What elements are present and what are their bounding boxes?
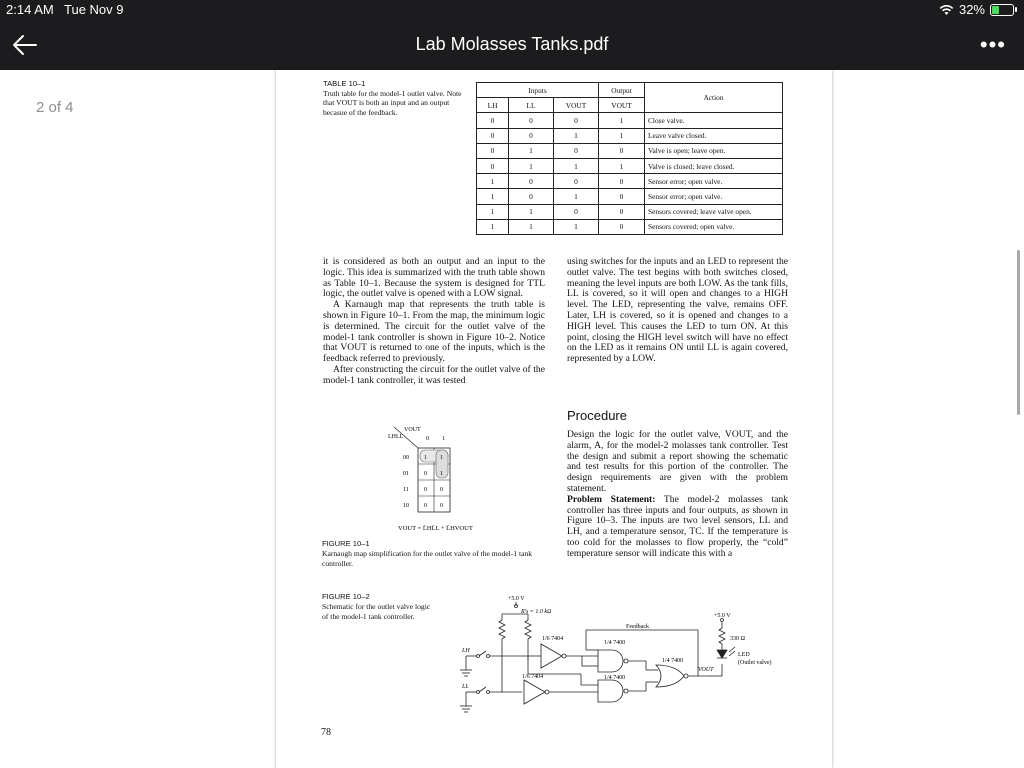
kmap-col-label: 0 [426, 436, 429, 442]
kmap-cell: 0 [440, 487, 443, 493]
value-cell: 1 [599, 158, 645, 173]
column-header: LH [477, 98, 509, 113]
kmap-cell: 1 [440, 471, 443, 477]
value-cell: 0 [477, 158, 509, 173]
table-label: TABLE 10–1 [323, 79, 366, 88]
value-cell: 1 [509, 219, 554, 234]
value-cell: 0 [554, 204, 599, 219]
document-title: Lab Molasses Tanks.pdf [415, 34, 609, 54]
right-column-bottom [567, 430, 788, 560]
page-number: 78 [321, 727, 331, 738]
table-row [477, 189, 783, 204]
column-header: VOUT [599, 98, 645, 113]
value-cell: 0 [509, 174, 554, 189]
paragraph: After constructing the circuit for the outlet valve of the model-1 tank controller, it was tested [323, 363, 545, 386]
kmap-cell: 1 [424, 455, 427, 461]
page-indicator: 2 of 4 [36, 99, 74, 116]
value-cell: 1 [477, 219, 509, 234]
nav-bar [0, 20, 1024, 70]
left-column [323, 257, 545, 387]
table-row [477, 174, 783, 189]
inverter-label: 1/6 7404 [542, 636, 564, 642]
value-cell: 0 [477, 113, 509, 128]
paragraph: The model-2 molasses tank controller has three inputs and four outputs, as shown in Figure 10–3. The inputs are two level sensors, LL and LH, and a temperature sensor, TC. If the temperature is too cold for the molasses to flow properly, the “cold” temperature sensor will indicate this with a [567, 493, 788, 559]
value-cell: 0 [509, 189, 554, 204]
value-cell: 1 [599, 113, 645, 128]
figure-10-1-caption [322, 539, 548, 569]
kmap-cell: 1 [440, 455, 443, 461]
value-cell: 0 [599, 204, 645, 219]
action-cell: Sensors covered; open valve. [645, 219, 783, 234]
figure-10-2-caption [322, 592, 432, 622]
column-header: VOUT [554, 98, 599, 113]
output-header: Output [599, 83, 645, 98]
paragraph: using switches for the inputs and an LED to represent the outlet valve. The test begins with both switches closed, meaning the level inputs are both LOW. As the tank fills, LL is covered, so it will open and changes to a HIGH level. The LED, representing the valve, remains OFF. Later, LH is covered, so it is opened and changes to a HIGH level. This causes the LED to turn ON. At this point, closing the HIGH level switch will have no effect on the LED as it remains ON until LL is again covered, represented by a LOW. [567, 256, 788, 365]
value-cell: 0 [599, 174, 645, 189]
back-arrow-icon[interactable] [10, 30, 40, 60]
truth-table [476, 82, 783, 235]
kmap-row-label: 11 [403, 487, 409, 493]
value-cell: 0 [509, 113, 554, 128]
action-cell: Leave valve closed. [645, 128, 783, 143]
scrollbar[interactable] [1017, 250, 1020, 415]
table-row [477, 158, 783, 173]
table-row [477, 204, 783, 219]
action-cell: Close valve. [645, 113, 783, 128]
value-cell: 0 [509, 128, 554, 143]
paragraph: it is considered as both an output and an input to the logic. This idea is summarized with the truth table shown as Table 10–1. Because the system is designed for TTL logic, the outlet valve is opened with a LOW signal. [323, 256, 545, 300]
led-label: LED [738, 652, 750, 658]
resistor-label: R's = 1.0 kΩ [521, 609, 552, 615]
kmap-expression: VOUT = L̄HL̄L + L̄HVOUT [398, 525, 473, 532]
karnaugh-map [386, 422, 496, 538]
action-header: Action [645, 83, 783, 113]
value-cell: 0 [599, 189, 645, 204]
kmap-cell: 0 [424, 503, 427, 509]
schematic-diagram [446, 592, 796, 724]
value-cell: 0 [477, 128, 509, 143]
value-cell: 1 [477, 204, 509, 219]
procedure-heading: Procedure [567, 408, 627, 423]
paragraph: A Karnaugh map that represents the truth table is shown in Figure 10–1. From the map, the minimum logic is determined. The circuit for the outlet valve of the model-1 tank controller is shown in Figure 10–2. Notice that VOUT is returned to one of the inputs, which is the feedback referred to previously. [323, 299, 545, 365]
table-caption-text: Truth table for the model-1 outlet valve. Note that VOUT is both an input and an output becasue of the feedback. [323, 88, 462, 117]
kmap-col-label: 1 [442, 436, 445, 442]
table-row [477, 128, 783, 143]
value-cell: 1 [599, 128, 645, 143]
status-time: 2:14 AM [6, 2, 54, 17]
action-cell: Sensors covered; leave valve open. [645, 204, 783, 219]
value-cell: 1 [509, 143, 554, 158]
battery-percent: 32% [958, 2, 985, 17]
kmap-side-var: LHLL [388, 434, 404, 440]
wifi-icon [939, 4, 954, 16]
feedback-label: Feedback [626, 624, 649, 630]
value-cell: 1 [554, 189, 599, 204]
battery-icon [990, 4, 1014, 16]
value-cell: 0 [599, 143, 645, 158]
status-bar [0, 0, 1024, 20]
action-cell: Sensor error; open valve. [645, 174, 783, 189]
value-cell: 0 [599, 219, 645, 234]
inverter-label: 1/6 7404 [522, 674, 544, 680]
value-cell: 1 [509, 158, 554, 173]
value-cell: 0 [554, 174, 599, 189]
action-cell: Sensor error; open valve. [645, 189, 783, 204]
vcc-right-label: +5.0 V [714, 613, 731, 619]
led-resistor-label: 330 Ω [730, 636, 745, 642]
kmap-cell: 0 [424, 471, 427, 477]
table-caption [323, 79, 463, 117]
led-note: (Outlet valve) [738, 660, 772, 666]
value-cell: 0 [554, 113, 599, 128]
column-header: LL [509, 98, 554, 113]
table-row [477, 219, 783, 234]
kmap-cell: 0 [440, 503, 443, 509]
table-row [477, 143, 783, 158]
status-right [939, 2, 1014, 17]
value-cell: 1 [477, 189, 509, 204]
value-cell: 1 [554, 219, 599, 234]
vcc-left-label: +5.0 V [508, 596, 525, 602]
kmap-cell: 0 [424, 487, 427, 493]
value-cell: 0 [477, 143, 509, 158]
vout-label: VOUT [698, 667, 714, 673]
action-cell: Valve is closed; leave closed. [645, 158, 783, 173]
kmap-row-label: 00 [403, 455, 409, 461]
value-cell: 0 [554, 143, 599, 158]
figure-caption-text: Karnaugh map simplification for the outlet valve of the model-1 tank controller. [322, 549, 533, 568]
figure-label: FIGURE 10–2 [322, 592, 370, 601]
more-options-button[interactable]: ••• [979, 32, 1006, 57]
nand-label: 1/4 7400 [604, 640, 626, 646]
pdf-page [276, 70, 832, 768]
paragraph: Design the logic for the outlet valve, VOUT, and the alarm, A, for the model-2 molasses tank controller. Test the design and submit a report showing the schematic and test results for this portion of the controller. The design requirements are given with the problem statement. [567, 429, 788, 494]
right-column-top [567, 257, 788, 365]
value-cell: 1 [477, 174, 509, 189]
figure-caption-text: Schematic for the outlet valve logic of the model-1 tank controller. [322, 602, 431, 621]
value-cell: 1 [554, 158, 599, 173]
nand-label: 1/4 7400 [662, 658, 684, 664]
problem-statement-label: Problem Statement: [567, 493, 656, 505]
action-cell: Valve is open; leave open. [645, 143, 783, 158]
nand-label: 1/4 7400 [604, 675, 626, 681]
kmap-top-var: VOUT [404, 427, 421, 433]
kmap-row-label: 01 [403, 471, 409, 477]
input-ll-label: LL [462, 684, 469, 690]
figure-label: FIGURE 10–1 [322, 539, 370, 548]
table-row [477, 113, 783, 128]
kmap-row-label: 10 [403, 503, 409, 509]
value-cell: 1 [509, 204, 554, 219]
value-cell: 1 [554, 128, 599, 143]
input-lh-label: LH [462, 648, 470, 654]
inputs-header: Inputs [477, 83, 599, 98]
status-date: Tue Nov 9 [64, 2, 124, 17]
